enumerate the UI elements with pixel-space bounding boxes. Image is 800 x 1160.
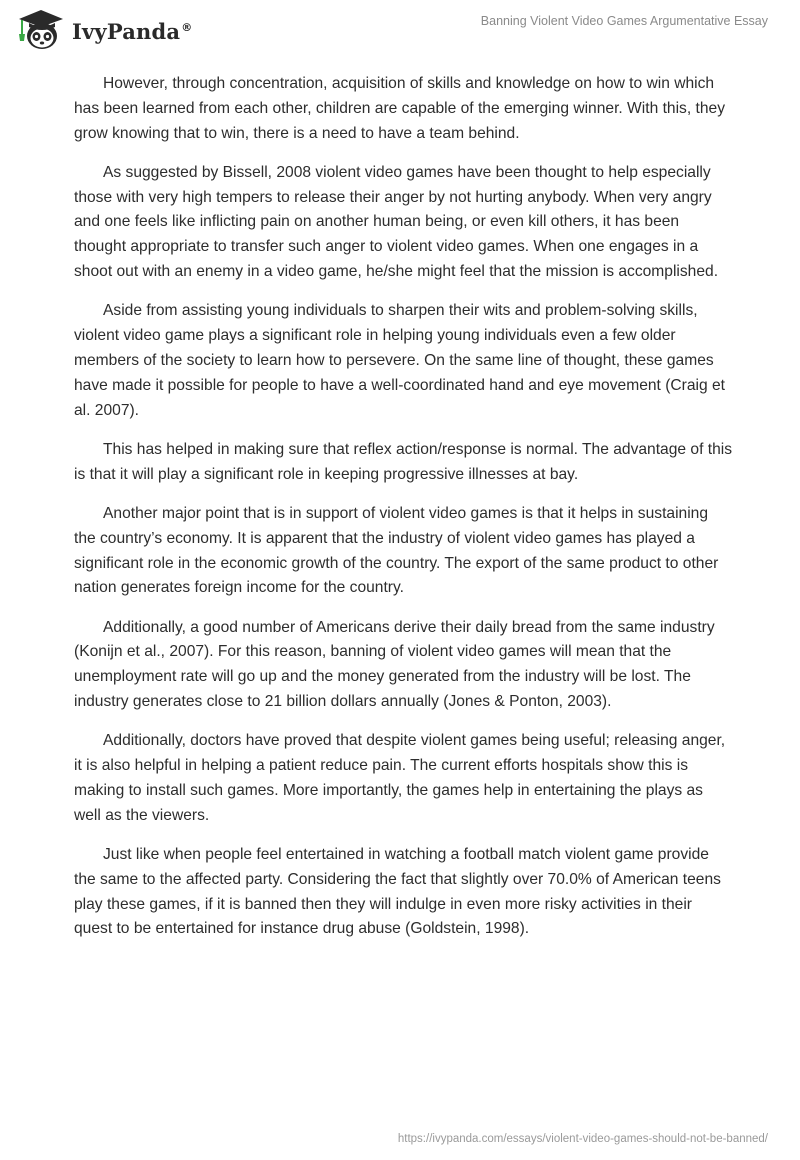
paragraph: Aside from assisting young individuals to sharpen their wits and problem-solving skills, violent video game plays a significant role in helping young individuals even a few older members of the society to learn how to persevere. On the same line of thought, these games have made it possible for people to have a well-coordinated hand and eye movement (Craig et al. 2007). [74, 302, 725, 419]
paragraph: Another major point that is in support of violent video games is that it helps in sustaining the country’s economy. It is apparent that the industry of violent video games has played a significant role in the economic growth of the country. The export of the same product to other nation generates foreign income for the country. [74, 504, 719, 597]
paragraph: This has helped in making sure that reflex action/response is normal. The advantage of this is that it will play a significant role in keeping progressive illnesses at bay. [74, 440, 733, 483]
essay-body [74, 72, 734, 957]
page-header [0, 0, 800, 60]
paragraph: Just like when people feel entertained in watching a football match violent game provide the same to the affected party. Considering the fact that slightly over 70.0% of American teens play these games, if it is banned then they will indulge in even more risky activities in their quest to be entertained for instance drug abuse (Goldstein, 1998). [74, 846, 721, 938]
paragraph: Additionally, doctors have proved that despite violent games being useful; releasing anger, it is also helpful in helping a patient reduce pain. The current efforts hospitals show this is making to install such games. More importantly, the games help in entertaining the plays as well as the viewers. [74, 732, 726, 824]
site-logo[interactable] [16, 8, 192, 52]
document-title: Banning Violent Video Games Argumentative Essay [480, 14, 768, 28]
paragraph: As suggested by Bissell, 2008 violent video games have been thought to help especially those with very high tempers to release their anger by not hurting anybody. When very angry and one feels like inflicting pain on another human being, or even kill others, it has been thought appropriate to transfer such anger to violent video games. When one engages in a shoot out with an enemy in a video game, he/she might feel that the mission is accomplished. [74, 163, 719, 281]
registered-mark: ® [181, 20, 193, 34]
panda-graduate-icon [16, 8, 66, 52]
paragraph: Additionally, a good number of Americans derive their daily bread from the same industry (Konijn et al., 2007). For this reason, banning of violent video games will mean that the unemployment rate will go up and the money generated from the industry will be lost. The industry generates close to 21 billion dollars annually (Jones & Ponton, 2003). [74, 618, 715, 711]
source-url[interactable]: https://ivypanda.com/essays/violent-video-games-should-not-be-banned/ [397, 1133, 768, 1145]
logo-text: IvyPanda® [72, 18, 193, 44]
paragraph: However, through concentration, acquisition of skills and knowledge on how to win which has been learned from each other, children are capable of the emerging winner. With this, they grow knowing that to win, there is a need to have a team behind. [74, 75, 725, 142]
